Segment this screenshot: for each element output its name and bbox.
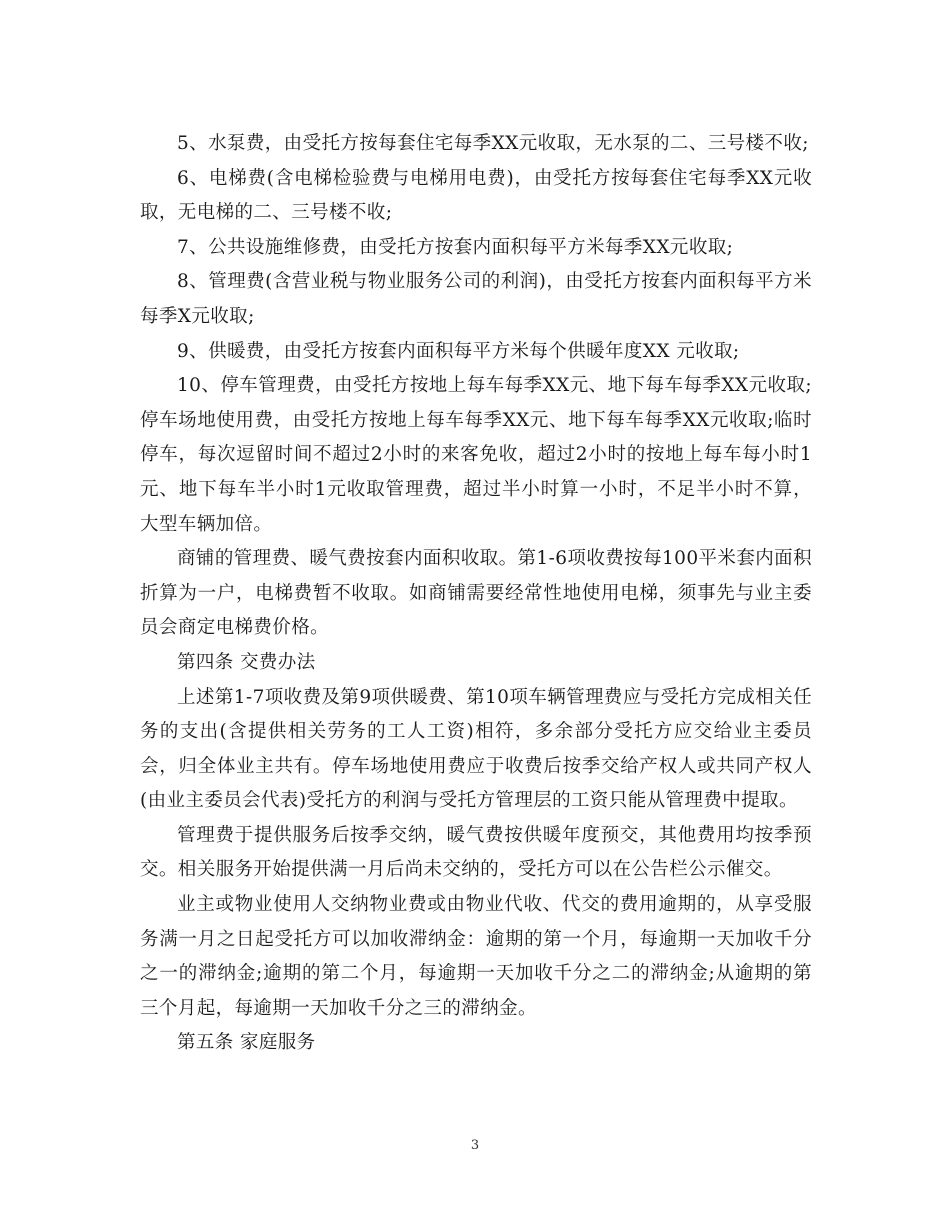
paragraph-management-fee: 8、管理费(含营业税与物业服务公司的利润)，由受托方按套内面积每平方米每季X元收取; [140, 271, 812, 327]
paragraph-parking-fee: 10、停车管理费，由受托方按地上每车每季XX元、地下每车每季XX元收取;停车场地使用费，由受托方按地上每车每季XX元、地下每车每季XX元收取;临时停车，每次逗留时间不超过2小时的来客免收，超过2小时的按地上每车每小时1元、地下每车半小时1元收取管理费，超过半小时算一小时，不足半小时不算，大型车辆加倍。 [140, 375, 812, 535]
paragraph-water-pump-fee: 5、水泵费，由受托方按每套住宅每季XX元收取，无水泵的二、三号楼不收; [177, 133, 809, 154]
paragraph-heating-fee: 9、供暖费，由受托方按套内面积每平方米每个供暖年度XX 元收取; [177, 340, 740, 362]
paragraph-elevator-fee: 6、电梯费(含电梯检验费与电梯用电费)，由受托方按每套住宅每季XX元收取，无电梯的二、三号楼不收; [140, 167, 812, 224]
page-number: 3 [470, 1138, 480, 1153]
heading-article-five: 第五条 家庭服务 [177, 1032, 316, 1054]
paragraph-payment-schedule: 管理费于提供服务后按季交纳，暖气费按供暖年度预交，其他费用均按季预交。相关服务开始提供满一月后尚未交纳的，受托方可以在公告栏公示催交。 [140, 824, 812, 881]
paragraph-late-fees: 业主或物业使用人交纳物业费或由物业代收、代交的费用逾期的，从享受服务满一月之日起受托方可以加收滞纳金：逾期的第一个月，每逾期一天加收千分之一的滞纳金;逾期的第二个月，每逾期一天加收千分之二的滞纳金;从逾期的第三个月起，每逾期一天加收千分之三的滞纳金。 [140, 894, 812, 1019]
paragraph-fee-surplus: 上述第1-7项收费及第9项供暖费、第10项车辆管理费应与受托方完成相关任务的支出(含提供相关劳务的工人工资)相符，多余部分受托方应交给业主委员会，归全体业主共有。停车场地使用费应于收费后按季交给产权人或共同产权人(由业主委员会代表)受托方的利润与受托方管理层的工资只能从管理费中提取。 [140, 686, 812, 812]
paragraph-facility-maintenance-fee: 7、公共设施维修费，由受托方按套内面积每平方米每季XX元收取; [177, 236, 734, 258]
paragraph-shop-fees: 商铺的管理费、暖气费按套内面积收取。第1-6项收费按每100平米套内面积折算为一户，电梯费暂不收取。如商铺需要经常性地使用电梯，须事先与业主委员会商定电梯费价格。 [140, 548, 812, 639]
document-body [140, 127, 812, 1061]
heading-article-four: 第四条 交费办法 [177, 651, 316, 673]
